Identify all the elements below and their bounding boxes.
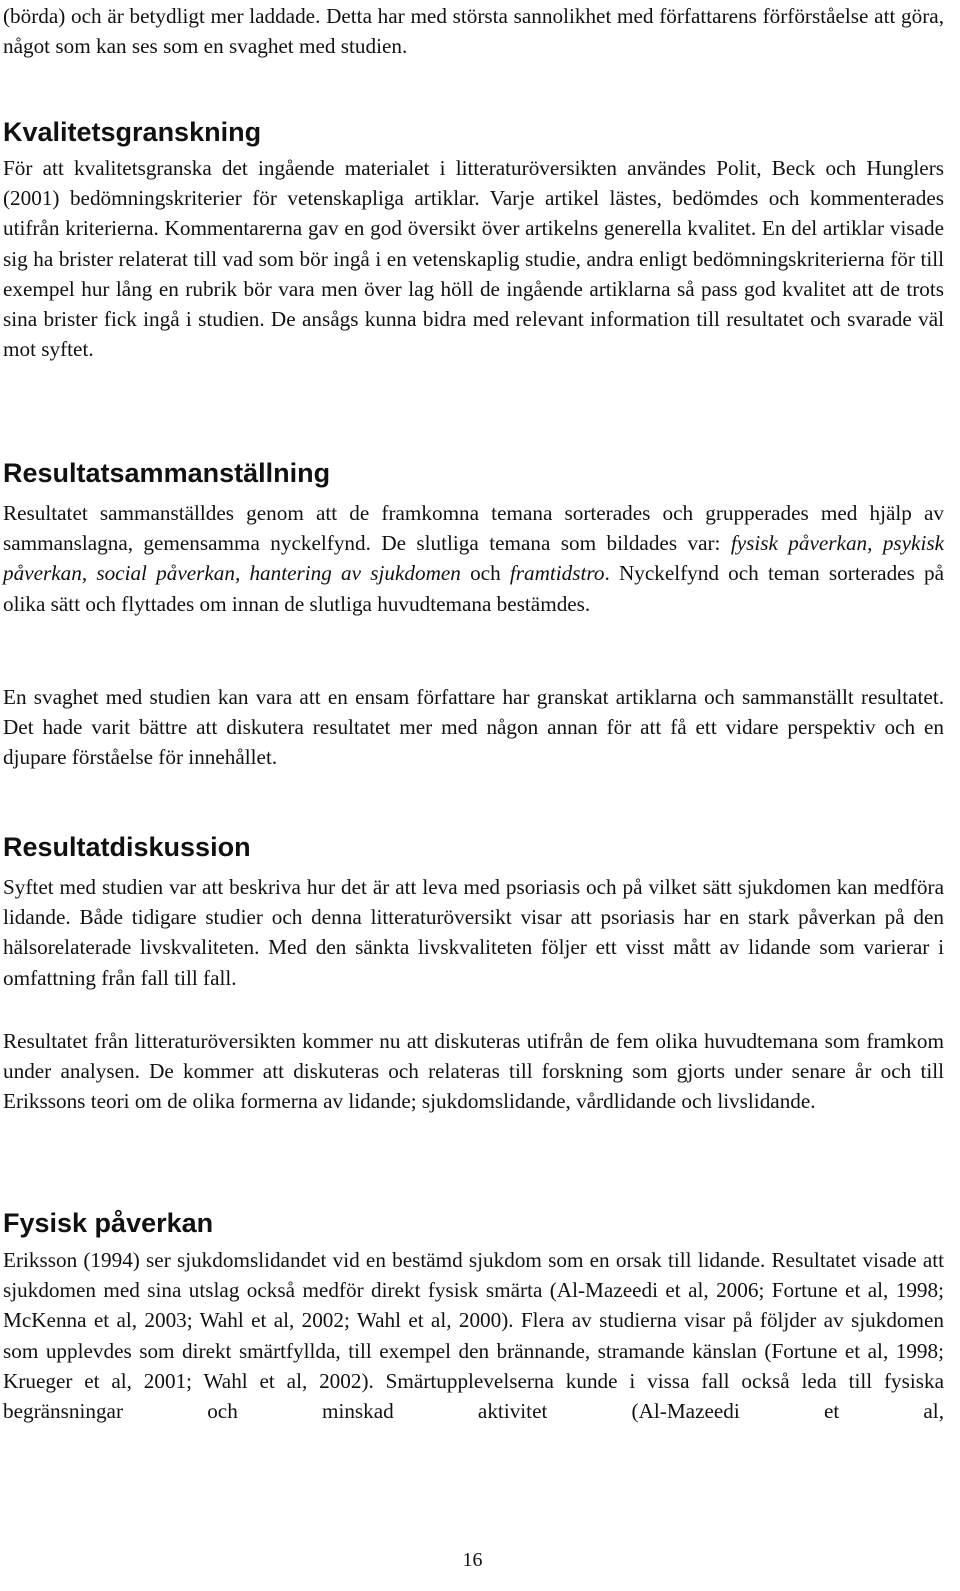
text-span: . Nyckelfynd och teman sorterades på olika sätt och flyttades om innan de slutliga huvudtemana bestämdes. bbox=[3, 561, 945, 616]
paragraph-kvalitetsgranskning: För att kvalitetsgranska det ingående materialet i litteraturöversikten användes Polit, Beck och Hunglers (2001) bedömningskriterier för vetenskapliga artiklar. Varje artikel lästes, bedömdes och kommenterades utifrån kriterierna. Kommentarerna gav en god översikt över artikelns generella kvalitet. En del artiklar visade sig ha brister relaterat till vad som bör ingå i en vetenskaplig studie, andra enligt bedömningskriterierna för till exempel hur lång en rubrik bör vara men över lag höll de ingående artiklarna så pass god kvalitet att de trots sina brister fick ingå i studien. De ansågs kunna bidra med relevant information till resultatet och svarade väl mot syftet. bbox=[3, 156, 944, 362]
paragraph-resultatsammanstallning-2: En svaghet med studien kan vara att en ensam författare har granskat artiklarna och sammanställt resultatet. Det hade varit bättre att diskutera resultatet mer med någon annan för att få ett vidare perspektiv och en djupare förståelse för innehållet. bbox=[3, 685, 944, 770]
paragraph-resultatdiskussion-2: Resultatet från litteraturöversikten kommer nu att diskuteras utifrån de fem olika huvudtemana som framkom under analysen. De kommer att diskuteras och relateras till forskning som gjorts under senare år och till Erikssons teori om de olika formerna av lidande; sjukdomslidande, vårdlidande och livslidande. bbox=[3, 1029, 944, 1114]
paragraph-resultatdiskussion-1: Syftet med studien var att beskriva hur det är att leva med psoriasis och på vilket sätt sjukdomen kan medföra lidande. Både tidigare studier och denna litteraturöversikt visar att psoriasis har en stark påverkan på den hälsorelaterade livskvaliteten. Med den sänkta livskvaliteten följer ett visst mått av lidande som varierar i omfattning från fall till fall. bbox=[3, 875, 944, 990]
italic-themes: fysisk påverkan, psykisk påverkan, social påverkan, hantering av sjukdomen bbox=[3, 531, 945, 586]
paragraph-resultatsammanstallning-1 bbox=[3, 498, 944, 619]
lead-paragraph: (börda) och är betydligt mer laddade. Detta har med största sannolikhet med författarens förförståelse att göra, något som kan ses som en svaghet med studien. bbox=[3, 4, 944, 59]
paragraph-fysisk-paverkan: Eriksson (1994) ser sjukdomslidandet vid en bestämd sjukdom som en orsak till lidande. Resultatet visade att sjukdomen med sina utslag också medför direkt fysisk smärta (Al-Mazeedi et al, 2006; Fortune et al, 1998; McKenna et al, 2003; Wahl et al, 2002; Wahl et al, 2000). Flera av studierna visar på följder av sjukdomen som upplevdes som direkt smärtfyllda, till exempel den brännande, stramande känslan (Fortune et al, 1998; Krueger et al, 2001; Wahl et al, 2002). Smärtupplevelserna kunde i vissa fall också leda till fysiska begränsningar och minskad aktivitet (Al-Mazeedi et al, bbox=[3, 1248, 944, 1424]
heading-resultatsammanstallning: Resultatsammanställning bbox=[3, 458, 331, 488]
heading-fysisk-paverkan: Fysisk påverkan bbox=[3, 1208, 214, 1238]
heading-resultatdiskussion: Resultatdiskussion bbox=[3, 832, 251, 862]
text-span: och bbox=[460, 561, 510, 586]
page-number: 16 bbox=[462, 1549, 483, 1571]
italic-theme-framtidstro: framtidstro bbox=[509, 561, 605, 586]
text-span: Resultatet sammanställdes genom att de framkomna temana sorterades och grupperades med hjälp av sammanslagna, gemensamma nyckelfynd. De slutliga temana som bildades var: bbox=[3, 501, 944, 556]
heading-kvalitetsgranskning: Kvalitetsgranskning bbox=[3, 117, 262, 147]
